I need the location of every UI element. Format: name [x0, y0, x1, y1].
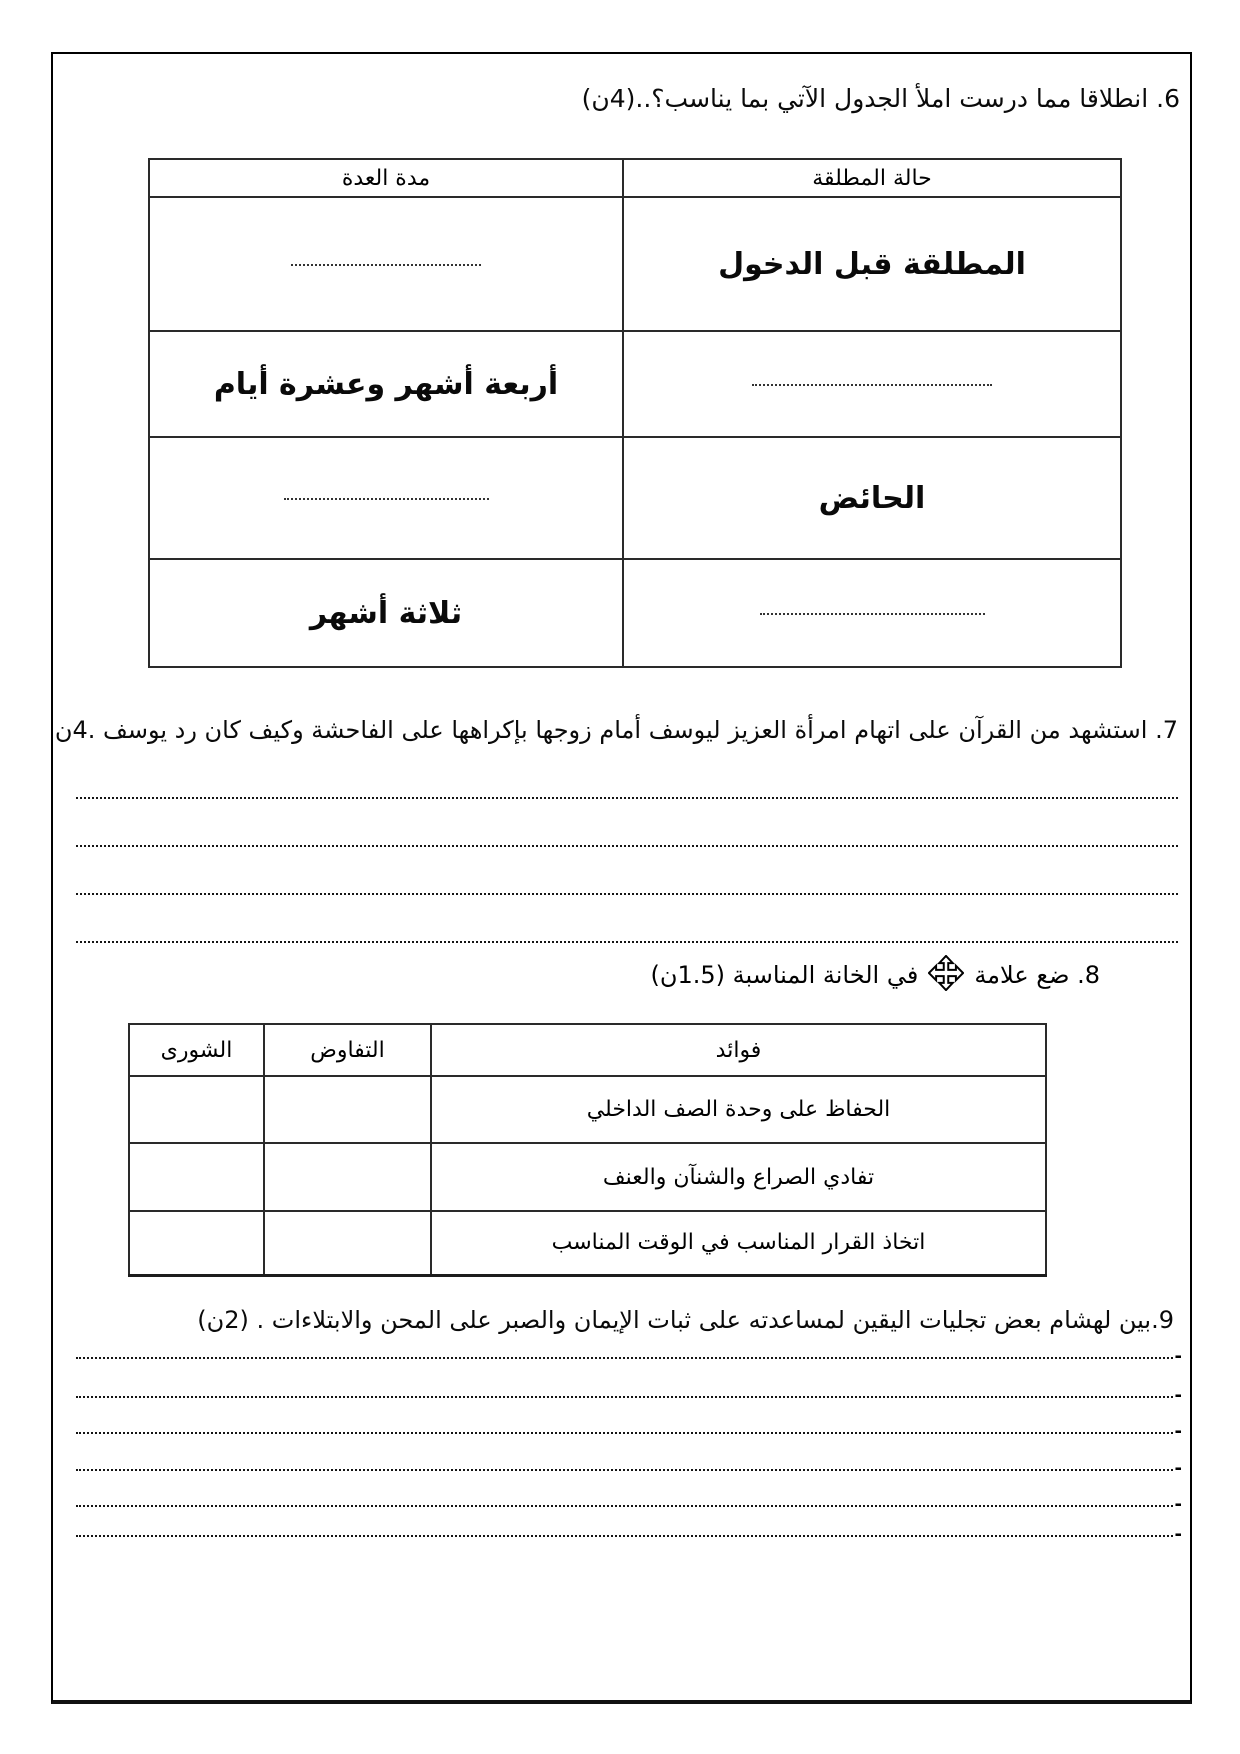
line-dash: -: [1174, 1346, 1182, 1367]
case-cell: الحائض: [623, 437, 1121, 559]
line-dash: -: [1174, 1494, 1182, 1515]
answer-line: [76, 893, 1178, 895]
question-8: [650, 955, 1100, 995]
header-case-of-divorcee: حالة المطلقة: [623, 159, 1121, 197]
answer-line-dashed: [76, 1385, 1182, 1406]
duration-cell: أربعة أشهر وعشرة أيام: [149, 331, 623, 437]
shura-checkbox-cell: [129, 1143, 264, 1211]
answer-blank-dotted: [752, 383, 992, 386]
benefit-cell: تفادي الصراع والشنآن والعنف: [431, 1143, 1046, 1211]
benefits-table: [128, 1023, 1047, 1277]
question-7: 7. استشهد من القرآن على اتهام امرأة العزيز ليوسف أمام زوجها بإكراهها على الفاحشة وكيف كان رد يوسف .4ن: [54, 716, 1178, 744]
shura-checkbox-cell: [129, 1211, 264, 1275]
case-cell: المطلقة قبل الدخول: [623, 197, 1121, 331]
duration-cell: ثلاثة أشهر: [149, 559, 623, 667]
question-9: 9.بين لهشام بعض تجليات اليقين لمساعدته على ثبات الإيمان والصبر على المحن والابتلاءات . (2ن): [197, 1306, 1174, 1334]
dotted-fill: [76, 1432, 1173, 1434]
table-row: [129, 1143, 1046, 1211]
benefits-header-row: [129, 1024, 1046, 1076]
answer-line: [76, 845, 1178, 847]
question-6: 6. انطلاقا مما درست املأ الجدول الآتي بما يناسب؟..(4ن): [581, 84, 1180, 113]
answer-line: [76, 797, 1178, 799]
answer-line: [76, 941, 1178, 943]
answer-line-dashed: [76, 1458, 1182, 1479]
shura-checkbox-cell: [129, 1076, 264, 1143]
answer-blank-dotted: [291, 263, 481, 266]
answer-line-dashed: [76, 1524, 1182, 1545]
answer-blank-dotted: [760, 612, 985, 615]
table-row: [149, 197, 1121, 331]
answer-line-dashed: [76, 1421, 1182, 1442]
question-8-suffix: في الخانة المناسبة (1.5ن): [650, 961, 919, 989]
iddah-header-row: [149, 159, 1121, 197]
iddah-table: [148, 158, 1122, 668]
negotiation-checkbox-cell: [264, 1076, 431, 1143]
dotted-fill: [76, 1535, 1173, 1537]
header-benefits: فوائد: [431, 1024, 1046, 1076]
question-8-prefix: 8. ضع علامة: [974, 961, 1100, 989]
table-row: [149, 559, 1121, 667]
dotted-fill: [76, 1396, 1173, 1398]
benefit-cell: الحفاظ على وحدة الصف الداخلي: [431, 1076, 1046, 1143]
dotted-fill: [76, 1505, 1173, 1507]
line-dash: -: [1174, 1458, 1182, 1479]
table-row: [129, 1076, 1046, 1143]
answer-line-dashed: [76, 1494, 1182, 1515]
line-dash: -: [1174, 1421, 1182, 1442]
case-cell-blank: [623, 331, 1121, 437]
negotiation-checkbox-cell: [264, 1211, 431, 1275]
move-cross-icon: [928, 955, 964, 995]
benefit-cell: اتخاذ القرار المناسب في الوقت المناسب: [431, 1211, 1046, 1275]
header-shura: الشورى: [129, 1024, 264, 1076]
dotted-fill: [76, 1357, 1173, 1359]
line-dash: -: [1174, 1524, 1182, 1545]
line-dash: -: [1174, 1385, 1182, 1406]
duration-cell-blank: [149, 197, 623, 331]
answer-line-dashed: [76, 1346, 1182, 1367]
answer-blank-dotted: [284, 497, 489, 500]
header-iddah-duration: مدة العدة: [149, 159, 623, 197]
duration-cell-blank: [149, 437, 623, 559]
case-cell-blank: [623, 559, 1121, 667]
negotiation-checkbox-cell: [264, 1143, 431, 1211]
table-row: [149, 331, 1121, 437]
table-row: [149, 437, 1121, 559]
table-row: [129, 1211, 1046, 1275]
header-negotiation: التفاوض: [264, 1024, 431, 1076]
dotted-fill: [76, 1469, 1173, 1471]
